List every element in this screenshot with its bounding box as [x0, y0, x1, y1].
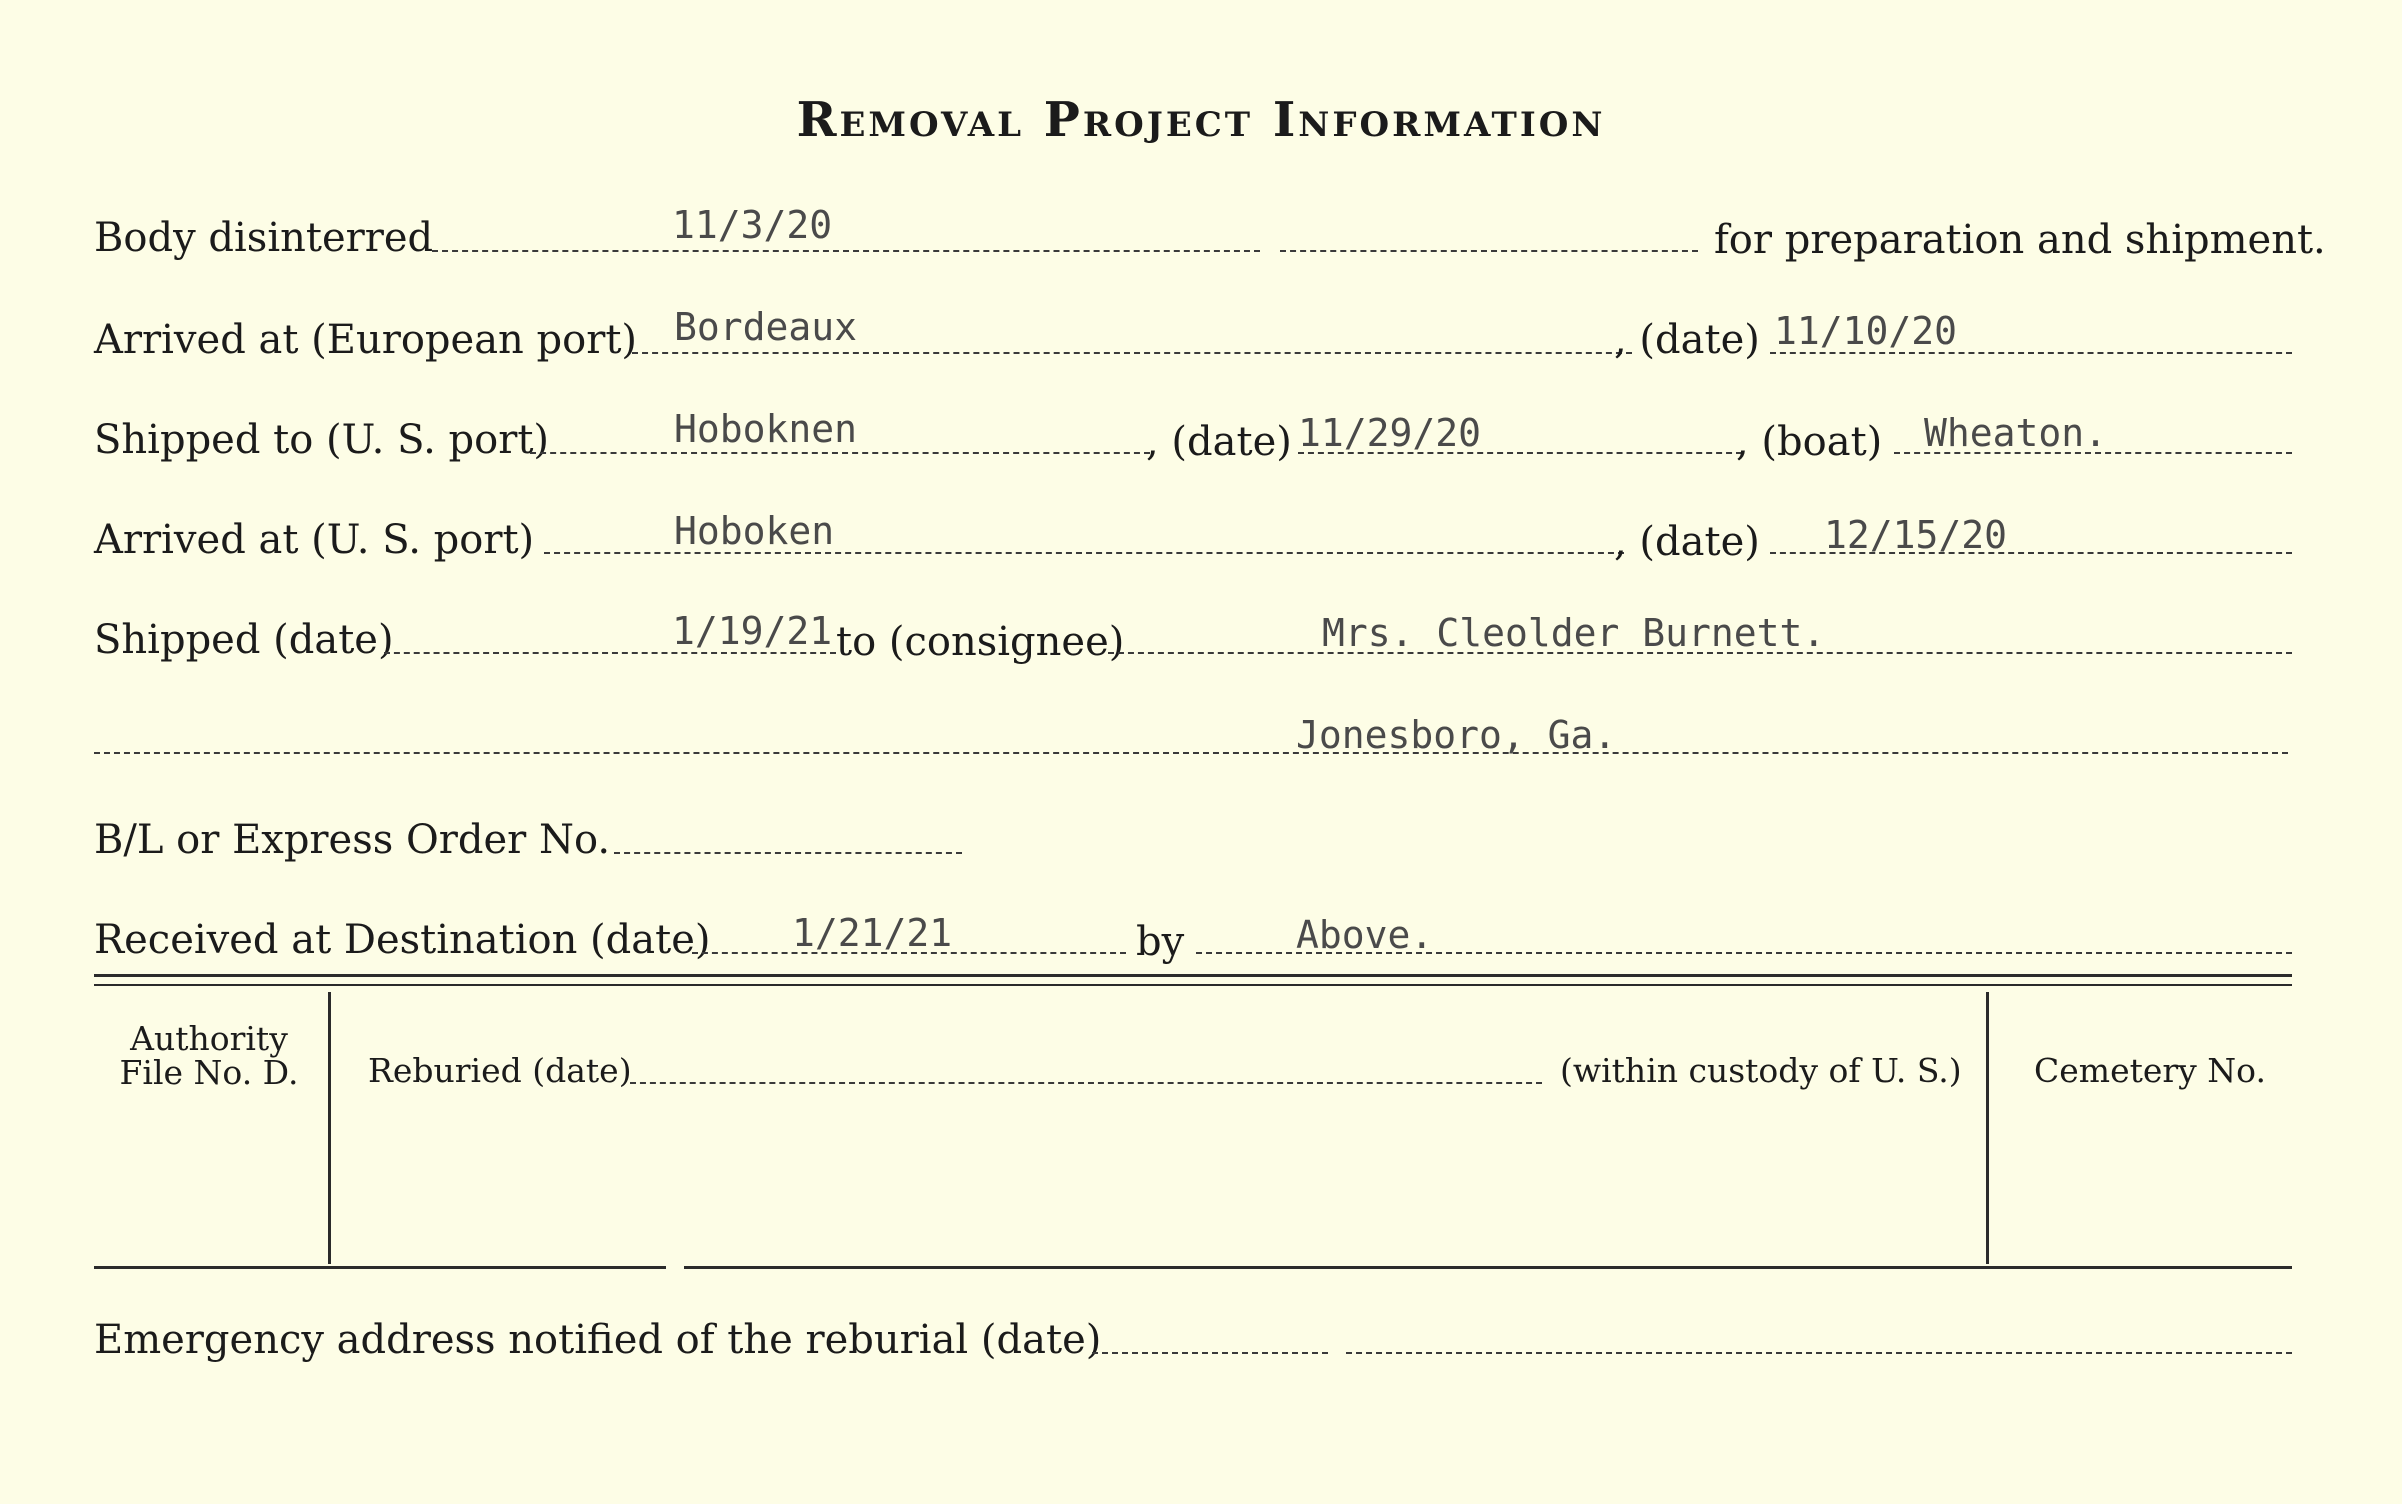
received-destination-value: 1/21/21 — [792, 911, 953, 955]
table-bottom-rule-1 — [94, 1266, 666, 1269]
authority-label: Authority — [130, 1019, 288, 1058]
emergency-line-2 — [1346, 1352, 2292, 1354]
body-disinterred-label: Body disinterred — [94, 215, 434, 261]
bl-order-line — [614, 852, 962, 854]
consignee-address: Jonesboro, Ga. — [1296, 713, 1617, 757]
custody-label: (within custody of U. S.) — [1560, 1051, 1962, 1090]
shipped-us-port-line — [530, 452, 1150, 454]
arrived-us-port-value: Hoboken — [674, 509, 835, 553]
received-by-value: Above. — [1296, 913, 1434, 957]
arrived-us-port-label: Arrived at (U. S. port) — [94, 517, 535, 563]
emergency-line-1 — [1092, 1352, 1328, 1354]
form-title: Removal Project Information — [796, 92, 1606, 148]
received-by-label: by — [1136, 919, 1185, 965]
shipped-date-label: Shipped (date) — [94, 617, 394, 663]
reburied-label: Reburied (date) — [368, 1051, 632, 1090]
arrived-us-port-date-value: 12/15/20 — [1824, 513, 2008, 557]
table-bottom-rule-2 — [684, 1266, 2292, 1269]
shipped-us-port-date-label: , (date) — [1146, 419, 1292, 465]
received-destination-label: Received at Destination (date) — [94, 917, 711, 963]
emergency-label: Emergency address notified of the reburial (date) — [94, 1317, 1102, 1363]
reburied-line — [630, 1082, 1542, 1084]
bl-order-label: B/L or Express Order No. — [94, 817, 611, 863]
arrived-us-port-date-label: , (date) — [1614, 519, 1760, 565]
european-port-line — [632, 352, 1632, 354]
body-disinterred-value: 11/3/20 — [672, 203, 833, 247]
table-top-rule-2 — [94, 984, 2292, 986]
body-disinterred-line — [432, 250, 1260, 252]
european-port-value: Bordeaux — [674, 305, 858, 349]
table-divider-right — [1986, 992, 1989, 1264]
shipped-us-port-boat-label: , (boat) — [1736, 419, 1883, 465]
shipped-us-port-label: Shipped to (U. S. port) — [94, 417, 549, 463]
european-port-date-label: , (date) — [1614, 317, 1760, 363]
shipped-us-port-date-value: 11/29/20 — [1298, 411, 1482, 455]
table-top-rule-1 — [94, 974, 2292, 977]
consignee-address-line — [94, 752, 2288, 754]
shipped-date-value: 1/19/21 — [672, 609, 833, 653]
body-disinterred-suffix: for preparation and shipment. — [1714, 217, 2326, 263]
european-port-label: Arrived at (European port) — [94, 317, 638, 363]
file-no-label: File No. D. — [119, 1053, 299, 1092]
european-port-date-value: 11/10/20 — [1774, 309, 1958, 353]
consignee-label: to (consignee) — [836, 619, 1125, 665]
shipped-us-port-value: Hoboknen — [674, 407, 858, 451]
cemetery-label: Cemetery No. — [2034, 1051, 2266, 1090]
shipped-us-port-boat-value: Wheaton. — [1924, 411, 2108, 455]
consignee-value: Mrs. Cleolder Burnett. — [1322, 611, 1826, 655]
table-divider-left — [328, 992, 331, 1264]
body-disinterred-line-2 — [1280, 250, 1698, 252]
